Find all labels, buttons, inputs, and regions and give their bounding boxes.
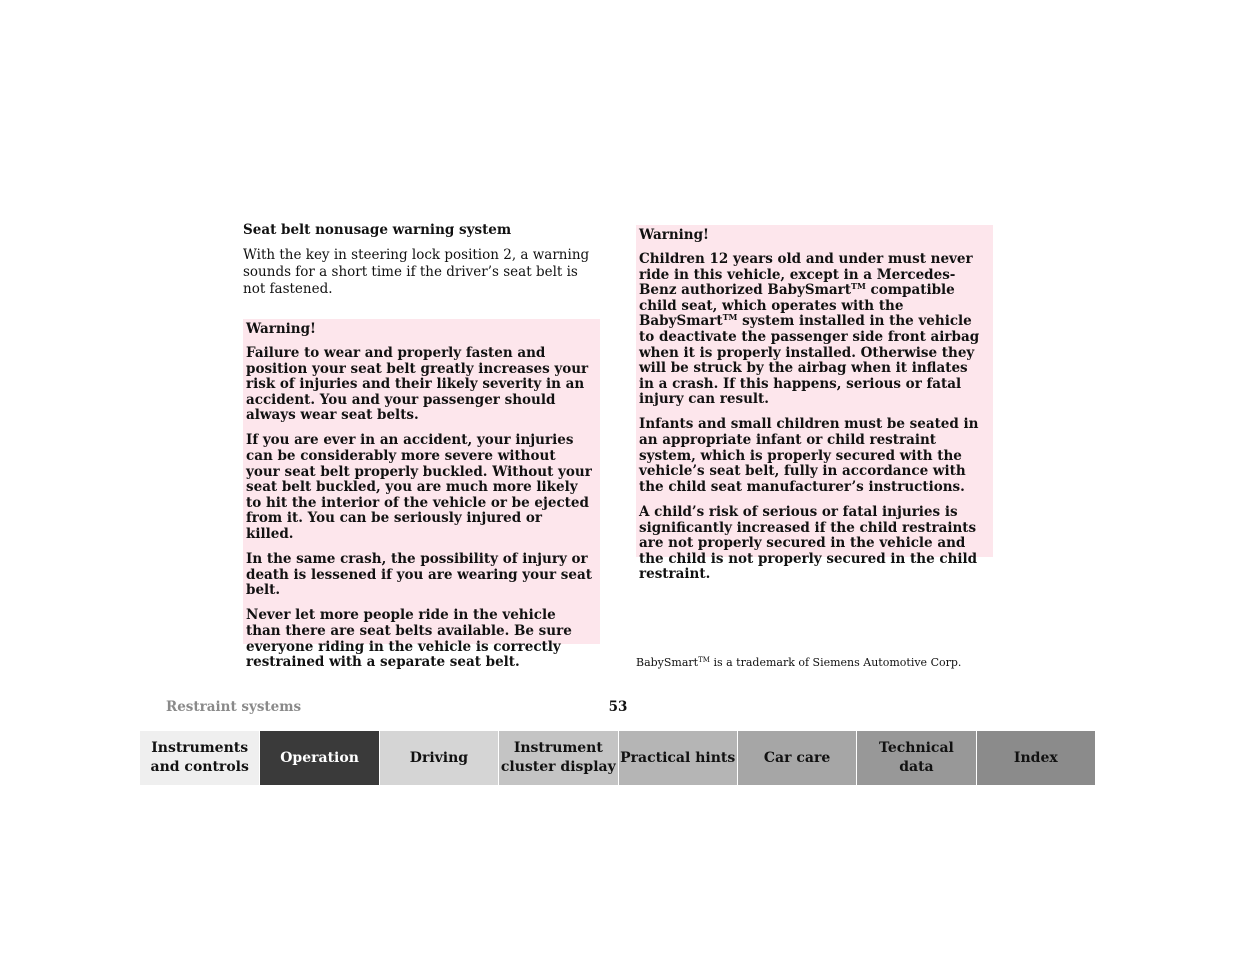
footer-section-name: Restraint systems <box>166 699 302 715</box>
nav-tab-index[interactable]: Index <box>976 731 1095 785</box>
nav-tab-instrument-cluster-display[interactable]: Instrument cluster display <box>498 731 617 785</box>
trademark-footnote <box>636 656 961 670</box>
intro-paragraph: With the key in steering lock position 2, a warning sounds for a short time if the driver’s seat belt is not fastened. <box>243 247 590 297</box>
page-number: 53 <box>608 699 628 715</box>
seat-belt-warning-box <box>243 319 600 671</box>
nav-tab-driving[interactable]: Driving <box>379 731 498 785</box>
footnote-text: is a trademark of Siemens Automotive Corp. <box>709 656 962 669</box>
warning-text: system installed in the vehicle to deactivate the passenger side front airbag when it is properly installed. Otherwise they will be struck by the airbag when it inflates in a crash. If this happens, serious or fatal injury can result. <box>639 313 980 408</box>
nav-tab-operation[interactable]: Operation <box>259 731 378 785</box>
footnote-brand: BabySmart <box>636 656 699 669</box>
nav-tab-practical-hints[interactable]: Practical hints <box>618 731 737 785</box>
warning-title: Warning! <box>246 321 316 337</box>
warning-title: Warning! <box>639 227 709 243</box>
section-heading: Seat belt nonusage warning system <box>243 222 512 238</box>
warning-paragraph <box>639 252 987 408</box>
trademark-mark: TM <box>851 281 866 292</box>
warning-text: Children 12 years old and under must never ride in this vehicle, except in a Mercedes-Benz authorized BabySmart <box>639 251 973 299</box>
warning-paragraph: Failure to wear and properly fasten and position your seat belt greatly increases your risk of injuries and their likely severity in an accident. You and your passenger should always wear seat belts. <box>246 345 589 424</box>
warning-paragraph: Infants and small children must be seated in an appropriate infant or child restraint system, which is properly secured with the vehicle’s seat belt, fully in accordance with the child seat manufacturer’s instructions. <box>639 416 979 495</box>
trademark-mark: TM <box>698 656 710 664</box>
chapter-nav-bar <box>140 731 1095 785</box>
warning-paragraph: A child’s risk of serious or fatal injuries is significantly increased if the child restraints are not properly secured in the vehicle and the child is not properly secured in the child restraint. <box>639 503 978 583</box>
warning-text: compatible child seat, which operates with the BabySmart <box>639 282 955 330</box>
child-safety-warning-box <box>636 225 993 583</box>
warning-paragraph: If you are ever in an accident, your injuries can be considerably more severe without your seat belt properly buckled. Without your seat belt buckled, you are much more likely to hit the interior of the vehicle or be ejected from it. You can be seriously injured or killed. <box>246 432 592 543</box>
nav-tab-instruments-and-controls[interactable]: Instruments and controls <box>140 731 259 785</box>
nav-tab-car-care[interactable]: Car care <box>737 731 856 785</box>
warning-paragraph: Never let more people ride in the vehicle than there are seat belts available. Be sure everyone riding in the vehicle is correctly restrained with a separate seat belt. <box>246 607 572 671</box>
warning-paragraph: In the same crash, the possibility of injury or death is lessened if you are wearing your seat belt. <box>246 551 592 599</box>
nav-tab-technical-data[interactable]: Technical data <box>856 731 975 785</box>
trademark-mark: TM <box>722 312 738 323</box>
